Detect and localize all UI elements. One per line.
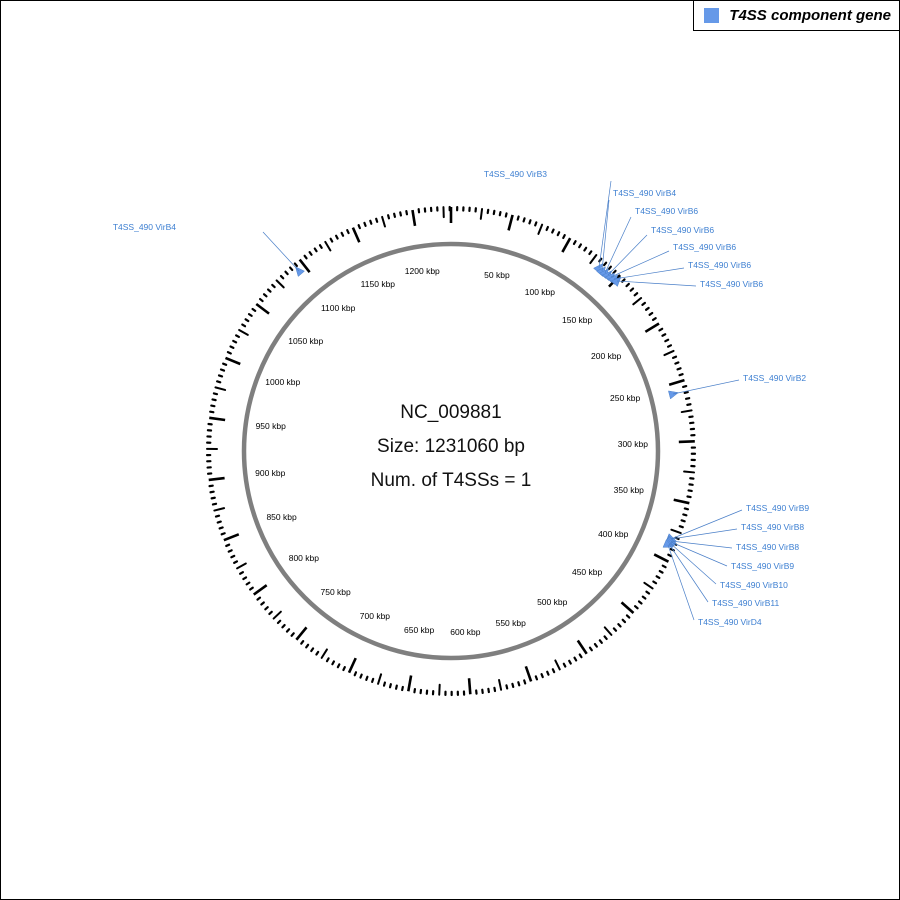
gene-leader-line (668, 545, 694, 620)
gene-label: T4SS_490 VirB6 (700, 279, 764, 289)
gene-label: T4SS_490 VirB8 (741, 522, 805, 532)
gene-leader-line (669, 544, 708, 602)
tick-label: 900 kbp (255, 467, 286, 478)
gene-leader-line (611, 251, 669, 277)
tick-label: 1050 kbp (288, 336, 324, 347)
tick-label: 1000 kbp (265, 376, 301, 387)
tick-label: 500 kbp (537, 597, 568, 608)
tick-label: 1150 kbp (360, 279, 396, 290)
gene-label: T4SS_490 VirB8 (736, 542, 800, 552)
gene-leader-line (670, 543, 716, 584)
tick-label: 700 kbp (359, 611, 391, 622)
legend (693, 1, 899, 31)
tick-label: 650 kbp (403, 625, 435, 636)
gene-leader-line (671, 542, 727, 566)
square-swatch-icon (704, 8, 719, 23)
gene-label: T4SS_490 VirB6 (635, 206, 699, 216)
gene-label: T4SS_490 VirB10 (720, 580, 788, 590)
gene-label: T4SS_490 VirB2 (743, 373, 807, 383)
tick-label: 150 kbp (562, 314, 593, 325)
tick-label: 100 kbp (524, 287, 556, 298)
gene-leader-line (599, 181, 611, 268)
t4ss-count: Num. of T4SSs = 1 (370, 470, 532, 491)
gene-label: T4SS_490 VirD4 (698, 617, 762, 627)
gene-label: T4SS_490 VirB6 (688, 260, 752, 270)
tick-label: 350 kbp (613, 484, 644, 495)
center-summary (251, 396, 651, 498)
tick-label: 1200 kbp (404, 266, 440, 277)
tick-label: 750 kbp (320, 586, 351, 597)
tick-label: 850 kbp (266, 512, 297, 523)
gene-leader-line (263, 232, 299, 271)
gene-label: T4SS_490 VirB3 (483, 169, 547, 179)
gene-leader-line (671, 510, 742, 539)
tick-label: 450 kbp (571, 566, 603, 577)
gene-label: T4SS_490 VirB11 (712, 598, 780, 608)
gene-label: T4SS_490 VirB4 (613, 188, 677, 198)
tick-label: 550 kbp (495, 617, 526, 628)
gene-leader-line (614, 268, 684, 279)
gene-label: T4SS_490 VirB6 (651, 225, 715, 235)
genome-size: Size: 1231060 bp (377, 436, 525, 457)
tick-label: 50 kbp (484, 269, 510, 280)
tick-label: 950 kbp (255, 421, 286, 432)
tick-label: 400 kbp (598, 528, 629, 539)
gene-leader-line (602, 200, 609, 271)
gene-marker-triangle (668, 391, 678, 399)
legend-label: T4SS component gene (729, 7, 891, 24)
gene-label: T4SS_490 VirB6 (673, 242, 737, 252)
tick-label: 1100 kbp (320, 303, 356, 314)
tick-label: 600 kbp (450, 627, 481, 638)
tick-label: 800 kbp (288, 553, 319, 564)
tick-label: 250 kbp (610, 393, 641, 404)
gene-label: T4SS_490 VirB4 (112, 222, 176, 232)
gene-leader-line (608, 235, 647, 275)
tick-label: 300 kbp (617, 438, 648, 449)
gene-leader-line (671, 541, 732, 548)
gene-label: T4SS_490 VirB9 (746, 503, 810, 513)
gene-label: T4SS_490 VirB9 (731, 561, 795, 571)
tick-label: 200 kbp (591, 350, 622, 361)
genome-accession: NC_009881 (400, 402, 502, 423)
